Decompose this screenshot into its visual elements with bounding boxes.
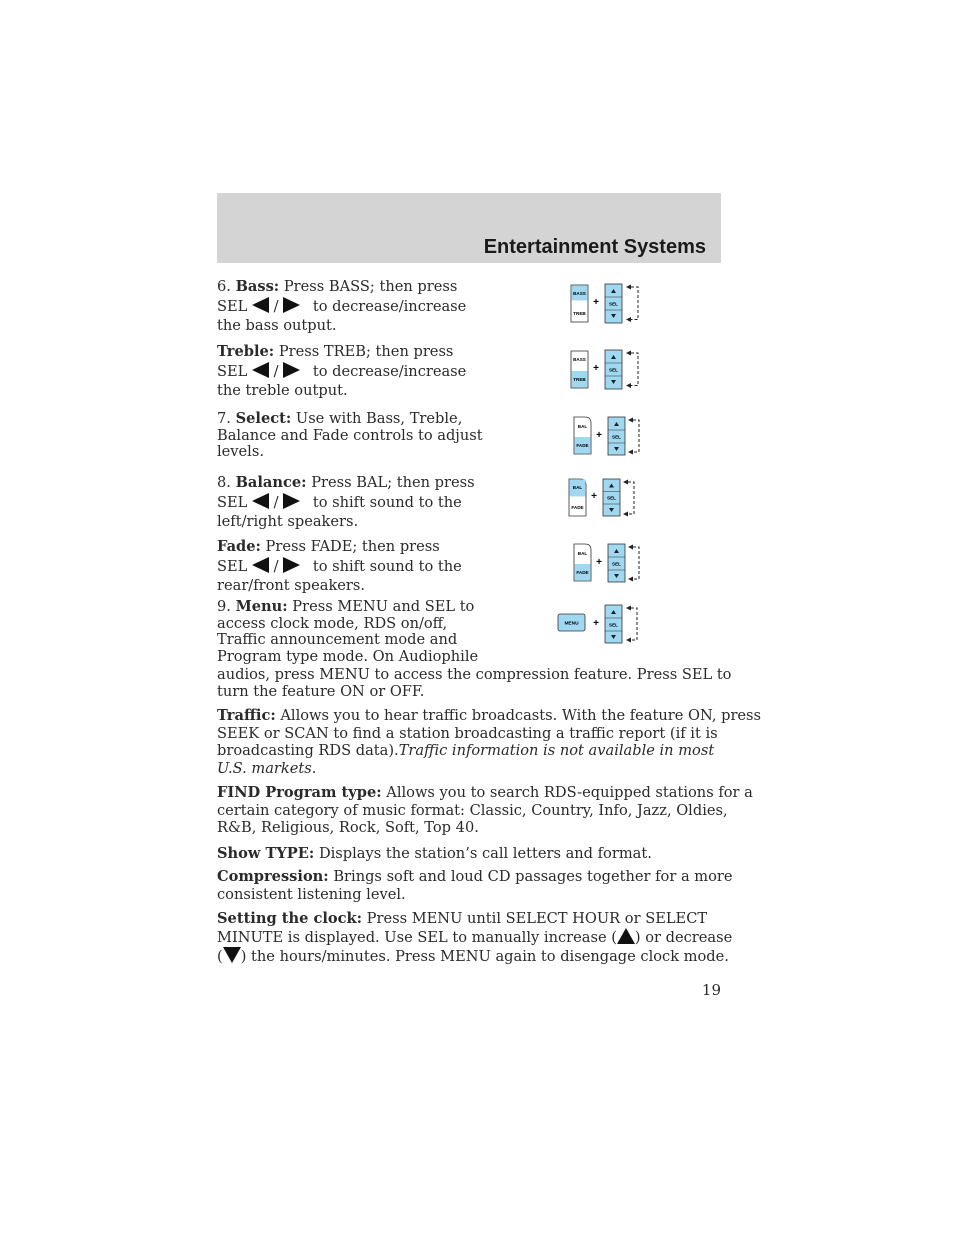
plus-sign: +: [593, 363, 599, 374]
arrow-left-icon: [252, 557, 269, 573]
arrow-top-icon: [623, 480, 628, 485]
bass-diagram: [570, 283, 642, 325]
plus-sign: +: [593, 618, 599, 629]
menu-text: 9. Menu: Press MENU and SEL to access clock mode, RDS on/off, Traffic announcement mode and Program type mode. On Audiophile audios, press MENU to access the compression feature. Press SEL to turn the feature ON or OFF.: [217, 598, 732, 700]
bass-text: 6. Bass: Press BASS; then press SEL / to decrease/increase the bass output.: [217, 278, 467, 334]
sel-label: SEL: [609, 622, 618, 628]
arrow-left-icon: [252, 362, 269, 378]
arrow-bottom-icon: [626, 383, 631, 388]
arrow-top-icon: [626, 285, 631, 290]
sel-label: SEL: [609, 367, 618, 373]
balance-diagram-svg: [568, 477, 640, 519]
plus-sign: +: [596, 430, 602, 441]
select-diagram: [573, 415, 645, 457]
arrow-left-icon: [252, 297, 269, 313]
arrow-up-icon: [617, 928, 635, 944]
compression-text: Compression: Brings soft and loud CD passages together for a more consistent listening level.: [217, 868, 733, 903]
fade-diagram: [573, 542, 645, 584]
arrow-right-icon: [283, 297, 300, 313]
sel-label: SEL: [609, 301, 618, 307]
arrow-right-icon: [283, 362, 300, 378]
fade-text: Fade: Press FADE; then press SEL / to shift sound to the rear/front speakers.: [217, 538, 462, 594]
menu-label: MENU: [564, 621, 579, 627]
arrow-bottom-icon: [626, 638, 631, 643]
arrow-left-icon: [252, 493, 269, 509]
menu-diagram-svg: [557, 603, 647, 645]
sel-label: SEL: [612, 434, 621, 440]
section-title: Entertainment Systems: [483, 236, 706, 258]
plus-sign: +: [591, 491, 597, 502]
traffic-text: Traffic: Allows you to hear traffic broadcasts. With the feature ON, press SEEK or SCAN to find a station broadcasting a traffic report (if it is broadcasting RDS data).Traffic information is not available in most U.S. markets.: [217, 707, 762, 777]
fade-label: FADE: [576, 443, 589, 448]
find-program-text: FIND Program type: Allows you to search RDS-equipped stations for a certain category of music format: Classic, Country, Info, Jazz, Oldies, R&B, Religious, Rock, Soft, Top 40.: [217, 784, 753, 837]
arrow-top-icon: [628, 545, 633, 550]
balance-text: 8. Balance: Press BAL; then press SEL / to shift sound to the left/right speakers.: [217, 474, 475, 530]
arrow-right-icon: [283, 557, 300, 573]
treble-text: Treble: Press TREB; then press SEL / to decrease/increase the treble output.: [217, 343, 467, 399]
plus-sign: +: [593, 297, 599, 308]
bal-label: BAL: [572, 485, 583, 490]
fade-diagram-svg: [573, 542, 645, 584]
treb-label: TREB: [573, 377, 586, 382]
select-diagram-svg: [573, 415, 645, 457]
treble-diagram-svg: [570, 349, 642, 391]
arrow-top-icon: [626, 606, 631, 611]
treb-label: TREB: [573, 311, 586, 316]
bass-label: BASS: [573, 291, 586, 296]
arrow-bottom-icon: [626, 317, 631, 322]
bal-label: BAL: [577, 424, 588, 429]
bass-diagram-svg: [570, 283, 642, 325]
arrow-top-icon: [628, 418, 633, 423]
menu-diagram: [557, 603, 647, 645]
fade-label: FADE: [571, 505, 584, 510]
arrow-down-icon: [223, 947, 241, 963]
arrow-bottom-icon: [628, 577, 633, 582]
arrow-bottom-icon: [623, 512, 628, 517]
section-header: [217, 193, 721, 263]
balance-diagram: [568, 477, 640, 519]
bal-label: BAL: [577, 551, 588, 556]
treble-diagram: [570, 349, 642, 391]
sel-label: SEL: [607, 495, 616, 501]
select-text: 7. Select: Use with Bass, Treble, Balance and Fade controls to adjust levels.: [217, 410, 483, 460]
bass-label: BASS: [573, 357, 586, 362]
clock-text: Setting the clock: Press MENU until SELECT HOUR or SELECT MINUTE is displayed. Use SEL to manually increase ( ) or decrease ( ) the hours/minutes. Press MENU again to disengage clock mode.: [217, 910, 733, 965]
page-number: 19: [701, 981, 721, 999]
fade-label: FADE: [576, 570, 589, 575]
arrow-bottom-icon: [628, 450, 633, 455]
sel-label: SEL: [612, 561, 621, 567]
arrow-top-icon: [626, 351, 631, 356]
arrow-right-icon: [283, 493, 300, 509]
show-type-text: Show TYPE: Displays the station’s call letters and format.: [217, 845, 652, 862]
plus-sign: +: [596, 557, 602, 568]
